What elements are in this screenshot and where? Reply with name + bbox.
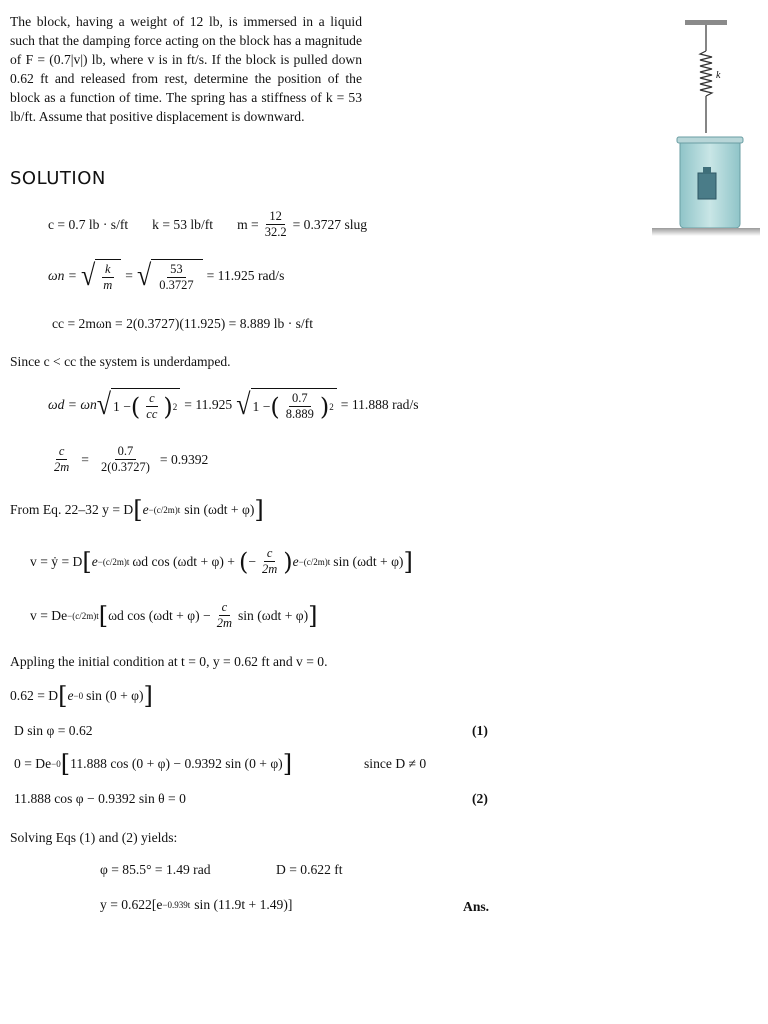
- answer-label: Ans.: [463, 899, 490, 914]
- mass-fraction: $\frac{12}{32.2}$: [264, 209, 287, 239]
- given-values: [48, 209, 367, 240]
- c-value: c = 0.7 lb · s/ft: [48, 216, 129, 232]
- floor: [652, 228, 760, 236]
- k-value: k = 53 lb/ft: [152, 216, 214, 232]
- ceiling: [685, 20, 727, 25]
- natural-frequency-eq: ωn = √ $\frac{k}{m}$ = √ $\frac{53}{0.3727}$ = 11.925 rad/s: [48, 258, 285, 293]
- amplitude-result: D = 0.622 ft: [276, 862, 343, 877]
- m-rhs: = 0.3727 slug: [292, 216, 368, 232]
- solving-statement: Solving Eqs (1) and (2) yields:: [10, 830, 178, 845]
- initial-condition-statement: Appling the initial condition at t = 0, y = 0.62 ft and v = 0.: [10, 654, 328, 669]
- final-answer-eq: y = 0.622[e −0.939t sin (11.9t + 1.49)]: [100, 897, 293, 912]
- equation-1: D sin φ = 0.62: [14, 723, 93, 738]
- m-lhs: m =: [237, 216, 259, 232]
- critical-damping-eq: cc = 2mωn = 2(0.3727)(11.925) = 8.889 lb · s/ft: [52, 316, 313, 331]
- phase-result: φ = 85.5° = 1.49 rad: [100, 862, 211, 877]
- equation-2: 11.888 cos φ − 0.9392 sin θ = 0: [14, 791, 186, 806]
- velocity-simplified-eq: v = De −(c/2m)t [ ωd cos (ωdt + φ) − $\frac{c}{2m}$ sin (ωdt + φ) ]: [30, 600, 318, 630]
- spring-block-diagram: [650, 15, 762, 240]
- block: [698, 173, 716, 199]
- displacement-eq: From Eq. 22–32 y = D [ e −(c/2m)t sin (ωdt + φ) ]: [10, 496, 264, 524]
- underdamped-statement: Since c < cc the system is underdamped.: [10, 354, 231, 369]
- initial-displacement-eq: 0.62 = D [ e −0 sin (0 + φ) ]: [10, 682, 153, 710]
- spring: [700, 51, 712, 96]
- problem-statement: The block, having a weight of 12 lb, is immersed in a liquid such that the damping force acting on the block has a magnitude of F = (0.7|v|) lb, where v is in ft/s. If the block is pulled down 0.62 ft and released from rest, determine the position of the block as a function of time. The spring has a stiffness of k = 53 lb/ft. Assume that positive displacement is downward.: [10, 14, 362, 124]
- equation-1-tag: (1): [472, 723, 488, 738]
- solution-heading: SOLUTION: [10, 168, 106, 189]
- equation-2-tag: (2): [472, 791, 488, 806]
- velocity-eq: v = ẏ = D [ e −(c/2m)t ωd cos (ωdt + φ) + ( − $\frac{c}{2m}$ ) e −(c/2m)t sin (ωdt + φ) ]: [30, 546, 413, 576]
- nonzero-note: since D ≠ 0: [364, 756, 427, 771]
- damped-frequency-eq: ωd = ωn √ 1 − ( $\frac{c}{cc}$ ) 2 = 11.925 √ 1 − ( $\frac{0.7}{8.889}$ ) 2 = 11.888 rad/s: [48, 387, 419, 422]
- initial-velocity-eq: 0 = De −0 [ 11.888 cos (0 + φ) − 0.9392 sin (0 + φ) ]: [14, 750, 293, 778]
- spring-label: k: [716, 70, 721, 81]
- damping-ratio-eq: $\frac{c}{2m}$ = $\frac{0.7}{2(0.3727)}$ = 0.9392: [54, 444, 209, 474]
